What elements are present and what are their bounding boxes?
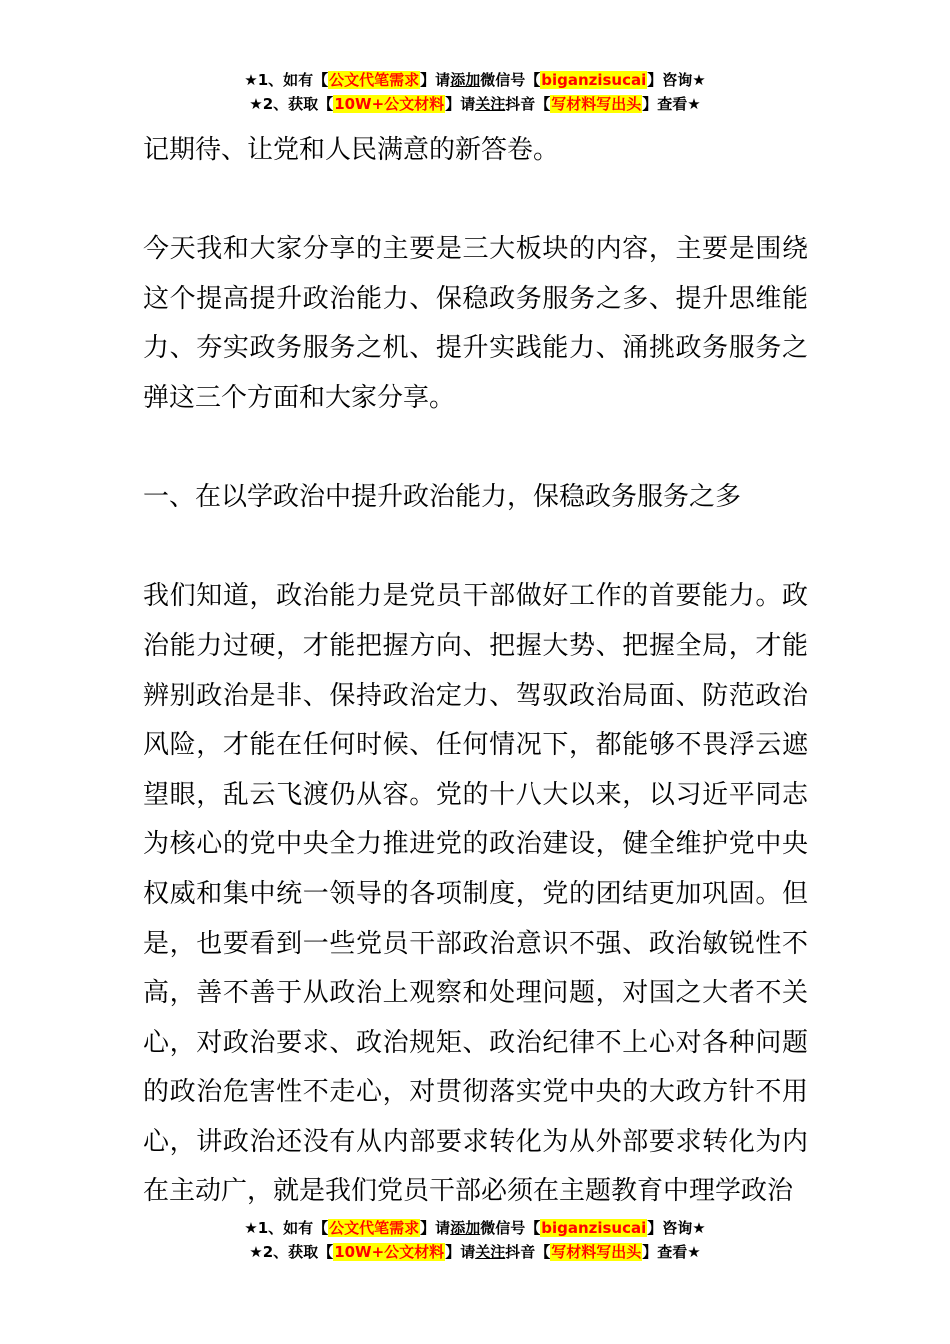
- promo-text: 】请: [420, 1219, 451, 1237]
- promo-text: 抖音【: [505, 1243, 551, 1261]
- promo-underlined-text: 添加: [450, 1219, 481, 1237]
- body-paragraph: 我们知道，政治能力是党员干部做好工作的首要能力。政治能力过硬，才能把握方向、把握大势、把握全局，才能辨别政治是非、保持政治定力、驾驭政治局面、防范政治风险，才能在任何时候、任何情况下，都能够不畏浮云遮望眼，乱云飞渡仍从容。党的十八大以来，以习近平同志为核心的党中央全力推进党的政治建设，健全维护党中央权威和集中统一领导的各项制度，党的团结更加巩固。但是，也要看到一些党员干部政治意识不强、政治敏锐性不高，善不善于从政治上观察和处理问题，对国之大者不关心，对政治要求、政治规矩、政治纪律不上心对各种问题的政治危害性不走心，对贯彻落实党中央的大政方针不用心，讲政治还没有从内部要求转化为从外部要求转化为内在主动广，就是我们党员干部必须在主题教育中理学政治: [143, 581, 808, 1207]
- promo-text: 抖音【: [505, 95, 551, 113]
- promo-text: 2、获取【: [262, 1243, 334, 1261]
- promo-text: 】查看★: [642, 95, 701, 113]
- promo-banner-bottom: [0, 1216, 950, 1264]
- promo-text: 微信号【: [480, 1219, 541, 1237]
- promo-account-name: 写材料写出头: [551, 95, 642, 113]
- body-paragraph: 今天我和大家分享的主要是三大板块的内容，主要是围绕这个提高提升政治能力、保稳政务服务之多、提升思维能力、夯实政务服务之机、提升实践能力、涌挑政务服务之弹这三个方面和大家分享。: [143, 234, 808, 413]
- promo-banner-top: [0, 68, 950, 116]
- star-icon: ★: [244, 71, 258, 89]
- promo-line-2: [0, 92, 950, 116]
- promo-text: 2、获取【: [262, 95, 334, 113]
- promo-highlight: 10W+公文材料: [334, 95, 445, 113]
- promo-highlight: 公文代笔需求: [329, 71, 420, 89]
- promo-underlined-text: 关注: [475, 1243, 506, 1261]
- star-icon: ★: [249, 1243, 263, 1261]
- promo-line-1: [0, 68, 950, 92]
- promo-line-2: [0, 1240, 950, 1264]
- promo-underlined-text: 关注: [475, 95, 506, 113]
- promo-text: 】查看★: [642, 1243, 701, 1261]
- body-paragraph: 记期待、让党和人民满意的新答卷。: [143, 135, 560, 165]
- promo-highlight: 公文代笔需求: [329, 1219, 420, 1237]
- promo-text: 1、如有【: [257, 71, 329, 89]
- paragraph-gap: [143, 176, 808, 226]
- promo-text: 1、如有【: [257, 1219, 329, 1237]
- promo-text: 】咨询★: [647, 71, 706, 89]
- paragraph-gap: [143, 523, 808, 573]
- star-icon: ★: [244, 1219, 258, 1237]
- section-heading: 一、在以学政治中提升政治能力，保稳政务服务之多: [143, 482, 742, 513]
- promo-text: 微信号【: [480, 71, 541, 89]
- promo-account-name: 写材料写出头: [551, 1243, 642, 1261]
- promo-highlight: 10W+公文材料: [334, 1243, 445, 1261]
- promo-underlined-text: 添加: [450, 71, 481, 89]
- paragraph-gap: [143, 424, 808, 474]
- promo-text: 】请: [420, 71, 451, 89]
- promo-text: 】请: [445, 95, 476, 113]
- promo-text: 】请: [445, 1243, 476, 1261]
- document-body: [143, 126, 808, 1217]
- promo-wechat-id: biganzisucai: [541, 71, 647, 89]
- promo-wechat-id: biganzisucai: [541, 1219, 647, 1237]
- promo-line-1: [0, 1216, 950, 1240]
- promo-text: 】咨询★: [647, 1219, 706, 1237]
- star-icon: ★: [249, 95, 263, 113]
